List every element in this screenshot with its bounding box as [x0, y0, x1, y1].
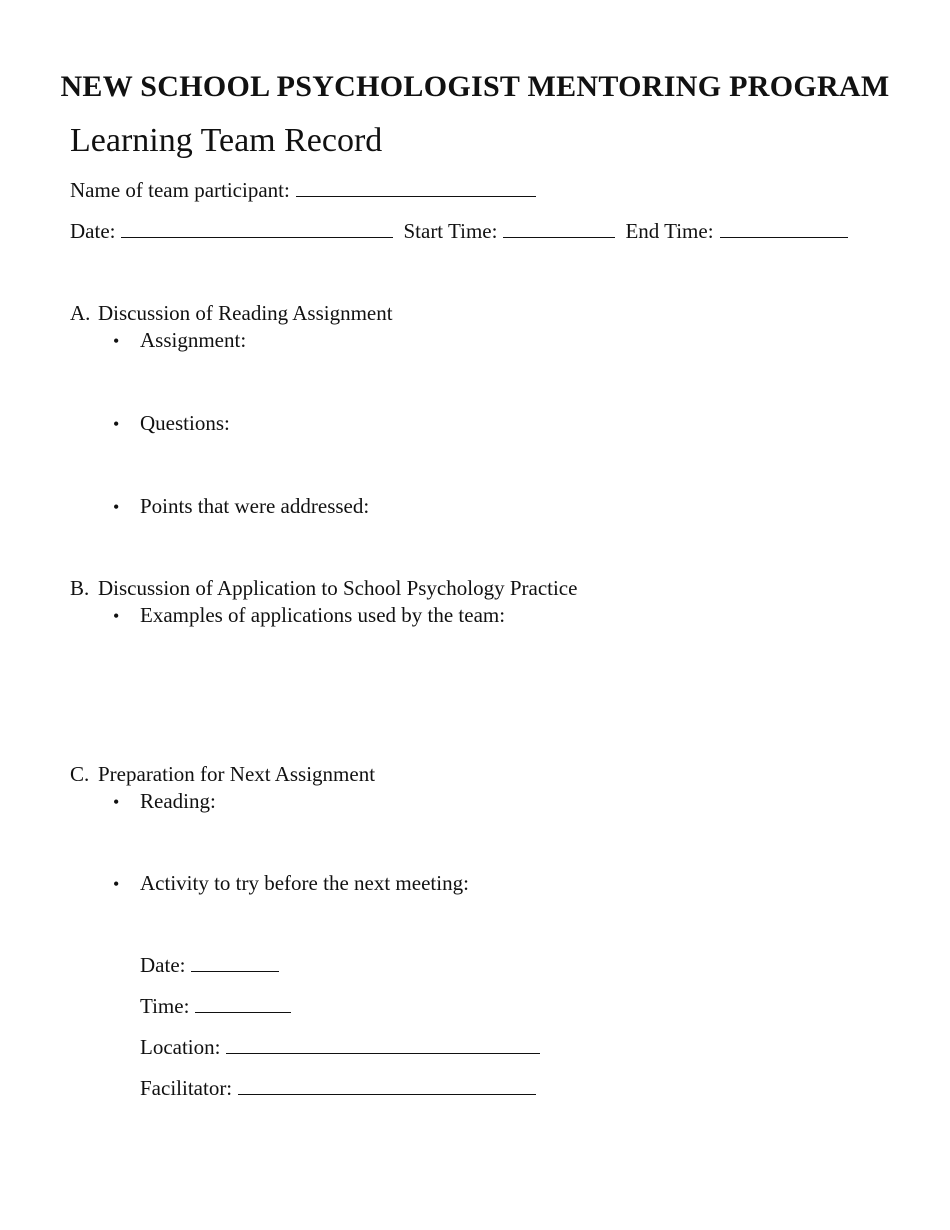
bullet-assignment: Assignment:	[140, 328, 247, 352]
list-item	[113, 603, 505, 628]
section-c-letter: C.	[70, 762, 90, 786]
list-item	[113, 789, 216, 814]
date-label: Date:	[70, 219, 116, 243]
start-time-blank[interactable]	[503, 221, 615, 238]
facilitator-label: Facilitator:	[140, 1076, 233, 1100]
bullet-icon: •	[113, 497, 120, 517]
date-blank[interactable]	[121, 221, 393, 238]
next-date-blank[interactable]	[191, 955, 279, 972]
section-b-heading	[70, 576, 577, 601]
bullet-questions: Questions:	[140, 411, 230, 435]
location-label: Location:	[140, 1035, 221, 1059]
section-a-heading	[70, 301, 393, 326]
section-b-letter: B.	[70, 576, 90, 600]
bullet-examples: Examples of applications used by the team:	[140, 603, 506, 627]
section-b-title: Discussion of Application to School Psychology Practice	[98, 576, 578, 600]
facilitator-blank[interactable]	[238, 1078, 536, 1095]
bullet-icon: •	[113, 792, 120, 812]
participant-label: Name of team participant:	[70, 178, 290, 202]
section-a-letter: A.	[70, 301, 91, 325]
end-time-label: End Time:	[625, 219, 714, 243]
location-blank[interactable]	[226, 1037, 540, 1054]
next-date-line	[140, 953, 289, 978]
form-subtitle: Learning Team Record	[70, 122, 383, 159]
facilitator-line	[140, 1076, 546, 1101]
end-time-blank[interactable]	[720, 221, 848, 238]
list-item	[113, 494, 369, 519]
next-time-label: Time:	[140, 994, 190, 1018]
bullet-icon: •	[113, 331, 120, 351]
location-line	[140, 1035, 550, 1060]
bullet-icon: •	[113, 874, 120, 894]
section-a-title: Discussion of Reading Assignment	[98, 301, 393, 325]
section-c-title: Preparation for Next Assignment	[98, 762, 376, 786]
next-time-blank[interactable]	[195, 996, 291, 1013]
next-time-line	[140, 994, 301, 1019]
bullet-icon: •	[113, 606, 120, 626]
bullet-icon: •	[113, 414, 120, 434]
bullet-points-addressed: Points that were addressed:	[140, 494, 370, 518]
section-c-heading	[70, 762, 375, 787]
participant-blank[interactable]	[296, 180, 536, 197]
document-title: NEW SCHOOL PSYCHOLOGIST MENTORING PROGRAM	[60, 70, 890, 103]
list-item	[113, 411, 230, 436]
bullet-activity: Activity to try before the next meeting:	[140, 871, 469, 895]
bullet-reading: Reading:	[140, 789, 216, 813]
next-date-label: Date:	[140, 953, 186, 977]
date-time-line	[70, 219, 848, 244]
list-item	[113, 328, 246, 353]
list-item	[113, 871, 469, 896]
participant-line	[70, 178, 546, 203]
start-time-label: Start Time:	[403, 219, 498, 243]
